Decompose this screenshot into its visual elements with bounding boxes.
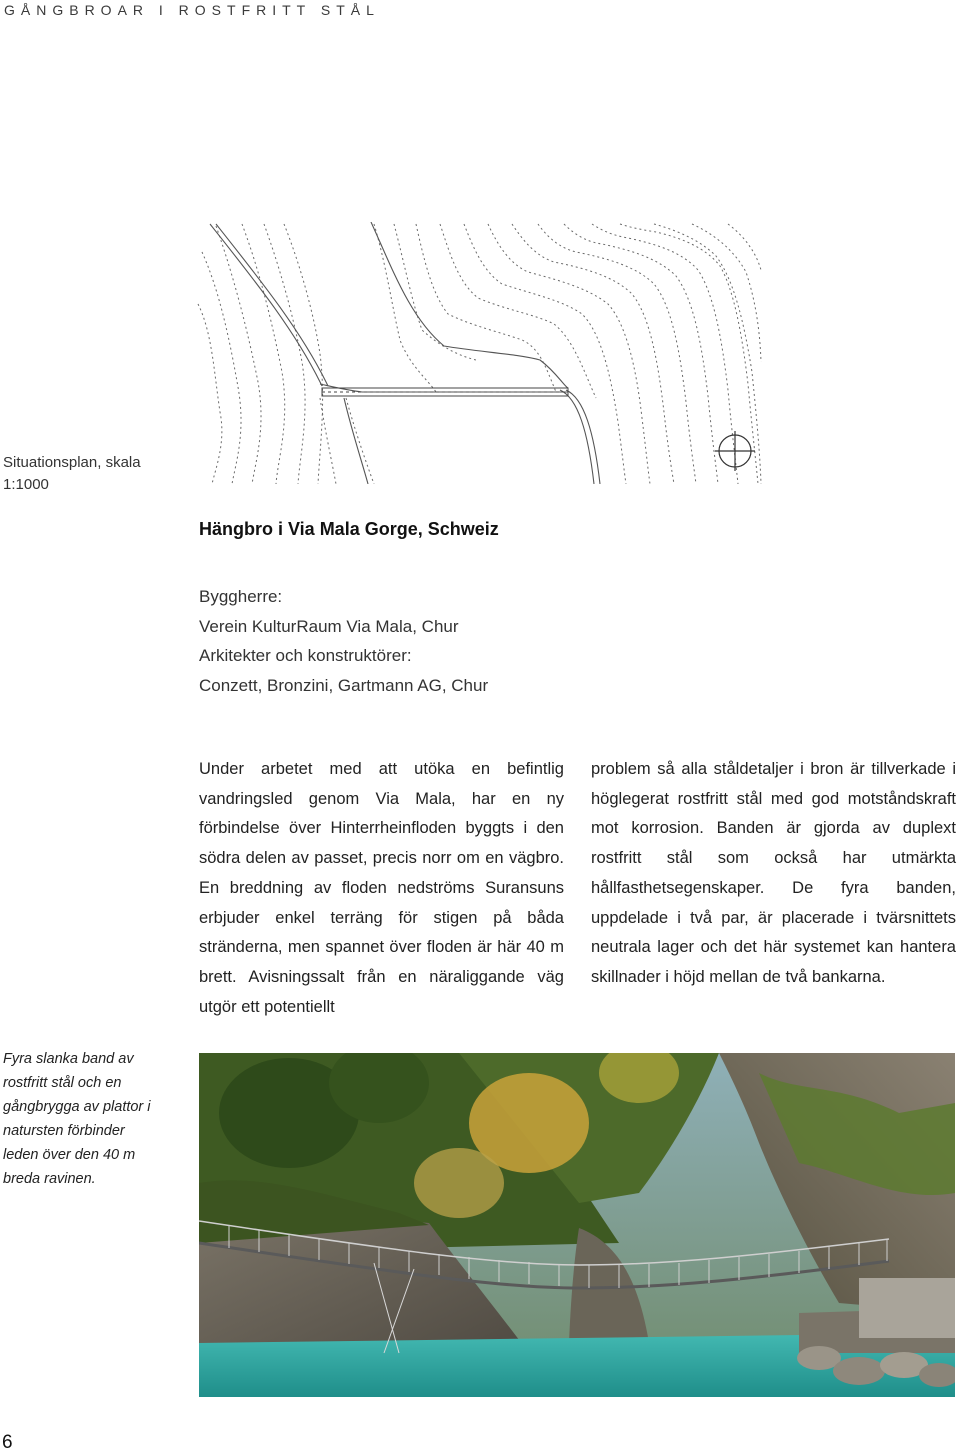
body-text-column-2: problem så alla ståldetaljer i bron är tillverkade i höglegerat rostfritt stål med god motståndskraft mot korrosion. Banden är gjorda av duplext rostfritt stål som också har utmärkta hållfasthetsegenskaper. De fyra banden, uppdelade i två par, är placerade i tvärsnittets neutrala lager och det här systemet kan hantera skillnader i höjd mellan de två bankarna. [591,760,956,986]
photo-caption: Fyra slanka band av rostfritt stål och en gångbrygga av plattor i natursten förbinder leden över den 40 m breda ravinen. [3,1051,151,1187]
project-title: Hängbro i Via Mala Gorge, Schweiz [199,519,499,539]
body-text-column-1: Under arbetet med att utöka en befintlig vandringsled genom Via Mala, har en ny förbindelse över Hinterrheinfloden byggts i den södra delen av passet, precis norr om en vägbro. En breddning av floden nedströms Suransuns erbjuder enkel terräng för stigen på båda stränderna, men spannet över floden är här 40 m brett. Avisningssalt från en näraliggande väg utgör ett potentiellt [199,760,564,1016]
site-plan-caption: Situationsplan, skala 1:1000 [3,454,141,493]
architects-name: Conzett, Bronzini, Gartmann AG, Chur [199,675,489,695]
running-head: GÅNGBROAR I ROSTFRITT STÅL [4,2,380,18]
client-name: Verein KulturRaum Via Mala, Chur [199,616,459,636]
bridge-photo [199,1053,955,1397]
page-number: 6 [2,1432,13,1453]
architects-label: Arkitekter och konstruktörer: [199,646,412,665]
project-credits [199,582,699,700]
client-label: Byggherre: [199,587,283,606]
site-plan-drawing [196,222,762,484]
north-arrow-icon [715,431,755,471]
